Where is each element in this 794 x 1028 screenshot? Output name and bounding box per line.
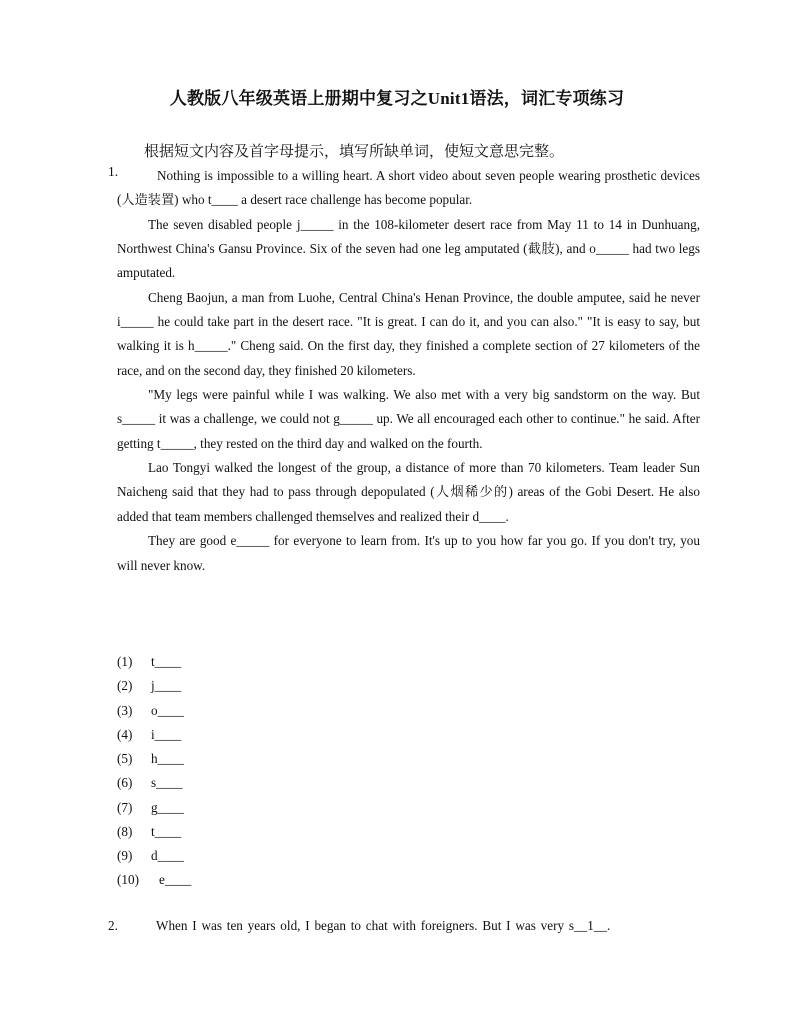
answer-label: (5) [117, 751, 133, 766]
answer-blank: s____ [151, 775, 183, 791]
answer-label: (3) [117, 702, 133, 718]
instruction-text: 根据短文内容及首字母提示，填写所缺单词，使短文意思完整。 [144, 144, 565, 160]
answer-item [117, 699, 191, 723]
answer-blank: e____ [159, 872, 192, 888]
answer-item [117, 771, 191, 795]
passage-paragraph-2: The seven disabled people j_____ in the 108-kilometer desert race from May 11 to 14 in Dunhuang, Northwest China's Gansu Province. Six of the seven had one leg amputated (截肢), and o_____ had two legs amputated. [117, 216, 700, 281]
answer-label: (4) [117, 726, 133, 742]
answer-label: (1) [117, 654, 133, 669]
answer-blank: i____ [151, 726, 182, 742]
answer-blank: t____ [151, 823, 182, 839]
answer-blank: h____ [151, 751, 184, 766]
answer-item [117, 868, 191, 892]
answer-item [117, 650, 191, 674]
answer-blank: t____ [151, 654, 182, 669]
answer-item [117, 820, 191, 844]
question-2-number: 2. [108, 918, 118, 933]
question-1-number: 1. [108, 164, 119, 179]
answer-item [117, 796, 191, 820]
answer-label: (7) [117, 799, 133, 815]
passage-paragraph-1: Nothing is impossible to a willing heart. A short video about seven people wearing prosthetic devices (人造装置) who t____ a desert race challenge has become popular. [117, 168, 700, 208]
answer-item [117, 674, 191, 698]
passage-paragraph-6: They are good e_____ for everyone to learn from. It's up to you how far you go. If you don't try, you will never know. [117, 533, 700, 573]
passage-paragraph-5: Lao Tongyi walked the longest of the group, a distance of more than 70 kilometers. Team leader Sun Naicheng said that they had to pass through depopulated (人烟稀少的) areas of the Gobi Desert. He also added that team members challenged themselves and realized their d____. [117, 460, 700, 524]
answer-label: (2) [117, 678, 133, 694]
answer-blank: o____ [151, 702, 184, 718]
answer-label: (6) [117, 775, 133, 791]
answer-label: (9) [117, 848, 133, 863]
passage-paragraph-4: "My legs were painful while I was walking. We also met with a very big sandstorm on the way. But s_____ it was a challenge, we could not g_____ up. We all encouraged each other to continue." he said. After getting t_____, they rested on the third day and walked on the fourth. [117, 387, 700, 451]
answer-blank: g____ [151, 799, 184, 815]
question-2-text: When I was ten years old, I began to chat with foreigners. But I was very s__1__. [156, 918, 611, 933]
answer-list [117, 650, 191, 893]
passage-paragraph-3: Cheng Baojun, a man from Luohe, Central China's Henan Province, the double amputee, said he never i_____ he could take part in the desert race. "It is great. I can do it, and you can also." "It is easy to say, but walking it is h_____." Cheng said. On the first day, they finished a complete section of 27 kilometers of the race, and on the second day, they finished 20 kilometers. [117, 289, 700, 378]
answer-item [117, 747, 191, 771]
answer-blank: j____ [151, 678, 182, 694]
question-2 [108, 914, 700, 938]
page-title: 人教版八年级英语上册期中复习之Unit1语法，词汇专项练习 [169, 89, 625, 108]
answer-label: (8) [117, 823, 133, 839]
answer-label: (10) [117, 872, 139, 888]
question-1-passage [117, 164, 700, 578]
answer-item [117, 723, 191, 747]
answer-item [117, 844, 191, 868]
answer-blank: d____ [151, 848, 184, 863]
